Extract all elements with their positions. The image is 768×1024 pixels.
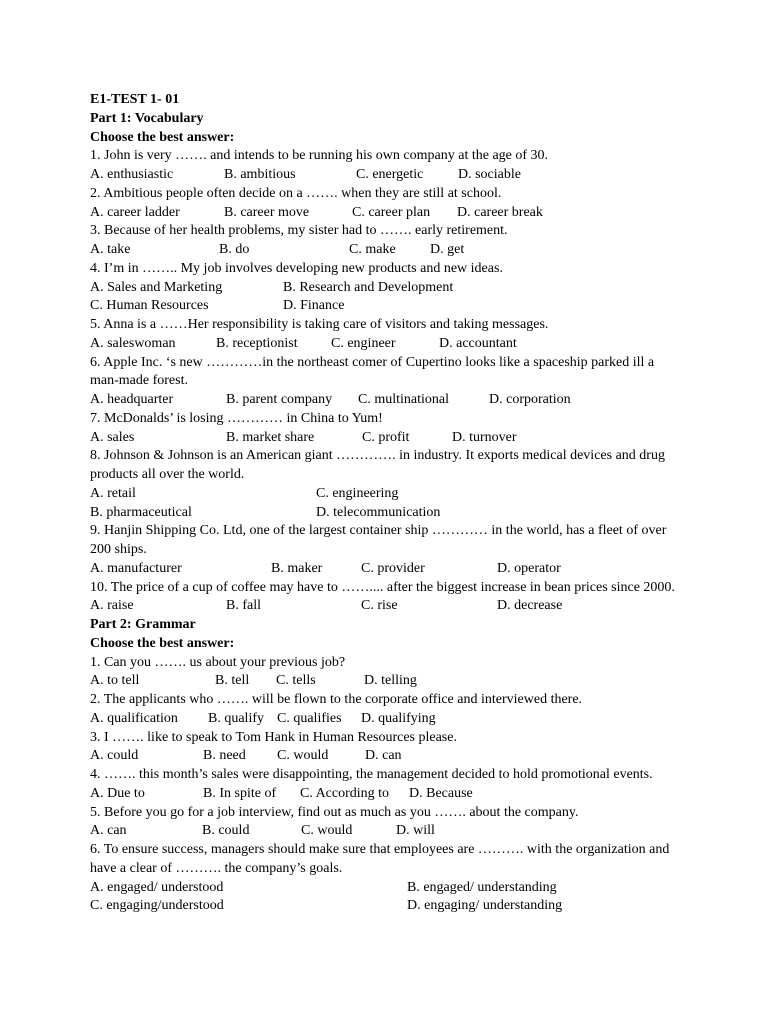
question-text: 4. I’m in …….. My job involves developing new products and new ideas. [90,260,503,276]
answer-options-row [90,879,680,898]
test-document [90,91,680,916]
answer-option: D. decrease [497,598,563,614]
question-text: 1. John is very ……. and intends to be running his own company at the age of 30. [90,148,549,164]
answer-options-row [90,560,680,579]
answer-options-row [90,279,680,298]
answer-options-row [90,710,680,729]
answer-option: C. Human Resources [90,298,209,314]
answer-option: C. would [301,823,353,839]
answer-option: A. Due to [90,785,145,801]
answer-option: A. enthusiastic [90,167,174,182]
answer-options-row [90,485,680,504]
answer-options-row [90,391,680,410]
answer-option: C. provider [361,560,425,576]
answer-option: B. could [202,823,250,839]
answer-options-row [90,241,680,260]
part2-heading: Part 2: Grammar [90,617,196,632]
question-text: 5. Anna is a ……Her responsibility is taking care of visitors and taking messages. [90,317,549,332]
answer-option: B. maker [271,560,323,576]
part1-instruction: Choose the best answer: [90,129,235,145]
answer-option: B. career move [224,204,310,220]
answer-option: A. engaged/ understood [90,879,224,895]
answer-option: B. pharmaceutical [90,504,192,520]
answer-options-row [90,822,680,841]
answer-options-row [90,166,680,185]
answer-option: D. operator [497,560,561,576]
question-text: 2. Ambitious people often decide on a ……. when they are still at school. [90,185,502,201]
answer-option: A. retail [90,485,136,501]
question-text: 8. Johnson & Johnson is an American giant …………. in industry. It exports medical devices and drug [90,448,665,464]
answer-option: C. engaging/understood [90,898,224,914]
answer-option: C. engineer [331,335,396,351]
question-text: 6. To ensure success, managers should make sure that employees are ………. with the organization and [90,842,670,857]
part1-heading: Part 1: Vocabulary [90,110,204,126]
answer-options-row [90,504,680,523]
answer-option: D. corporation [489,392,571,407]
answer-option: A. manufacturer [90,560,182,576]
document-title: E1-TEST 1- 01 [90,92,180,107]
answer-option: D. telecommunication [316,504,441,520]
question-text: have a clear of ………. the company’s goals. [90,860,343,876]
answer-option: A. career ladder [90,204,180,220]
question-text: man-made forest. [90,373,188,389]
answer-option: B. In spite of [203,785,277,801]
answer-option: D. career break [457,204,543,220]
part2-question-list [90,654,680,917]
answer-options-row [90,785,680,804]
answer-options-row [90,672,680,691]
answer-option: B. engaged/ understanding [407,879,557,895]
answer-option: C. qualifies [277,710,342,726]
answer-option: C. profit [362,429,410,445]
answer-option: D. turnover [452,429,517,445]
question-text: 3. Because of her health problems, my sister had to ……. early retirement. [90,223,508,239]
answer-option: B. qualify [208,710,264,726]
question-text: 1. Can you ……. us about your previous job? [90,654,346,670]
question-text: 5. Before you go for a job interview, find out as much as you ……. about the company. [90,804,579,820]
answer-option: B. tell [215,673,250,689]
answer-option: B. Research and Development [283,279,454,295]
question-text: 7. McDonalds’ is losing ………… in China to Yum! [90,410,383,426]
answer-option: C. engineering [316,485,399,501]
answer-option: D. can [365,748,402,764]
answer-option: D. sociable [458,167,521,182]
answer-options-row [90,429,680,448]
question-text: 10. The price of a cup of coffee may have to …….... after the biggest increase in bean prices since 2000. [90,579,675,595]
answer-option: C. career plan [352,204,431,220]
answer-options-row [90,897,680,916]
question-text: 2. The applicants who ……. will be flown to the corporate office and interviewed there. [90,692,583,707]
answer-option: A. to tell [90,673,140,689]
answer-option: D. Finance [283,298,345,314]
answer-option: D. telling [364,673,417,689]
answer-option: A. saleswoman [90,335,176,351]
answer-option: B. market share [226,429,315,445]
question-text: 200 ships. [90,542,147,557]
answer-option: C. multinational [358,392,449,407]
answer-option: B. receptionist [216,335,298,351]
answer-option: B. do [219,242,250,257]
answer-option: A. sales [90,429,135,445]
question-text: products all over the world. [90,467,245,482]
answer-option: A. can [90,823,127,839]
answer-option: A. headquarter [90,392,174,407]
answer-option: C. make [349,242,396,257]
answer-option: D. get [430,242,465,257]
answer-option: A. qualification [90,710,178,726]
question-text: 9. Hanjin Shipping Co. Ltd, one of the largest container ship ………… in the world, has a fleet of over [90,523,667,539]
answer-option: C. rise [361,598,398,614]
answer-option: B. fall [226,598,261,614]
answer-option: B. parent company [226,392,333,407]
answer-option: A. Sales and Marketing [90,279,223,295]
answer-option: C. energetic [356,167,424,182]
answer-option: C. According to [300,785,390,801]
answer-option: D. Because [409,785,473,801]
part1-question-list [90,147,680,616]
answer-options-row [90,747,680,766]
question-text: 4. ……. this month’s sales were disappointing, the management decided to hold promotional events. [90,767,653,782]
answer-option: C. tells [276,673,316,689]
question-text: 6. Apple Inc. ‘s new …………in the northeast comer of Cupertino looks like a spaceship parked ill a [90,354,655,370]
answer-option: D. accountant [439,335,517,351]
answer-option: D. qualifying [361,710,436,726]
answer-option: A. raise [90,598,134,614]
answer-option: D. will [396,823,435,839]
answer-option: B. need [203,748,246,764]
question-text: 3. I ……. like to speak to Tom Hank in Human Resources please. [90,729,457,745]
answer-option: A. take [90,242,131,257]
answer-option: C. would [277,748,329,764]
answer-option: D. engaging/ understanding [407,898,563,914]
answer-options-row [90,597,680,616]
answer-option: A. could [90,748,139,764]
answer-options-row [90,335,680,354]
answer-option: B. ambitious [224,167,296,182]
answer-options-row [90,297,680,316]
answer-options-row [90,204,680,223]
part2-instruction: Choose the best answer: [90,635,235,651]
